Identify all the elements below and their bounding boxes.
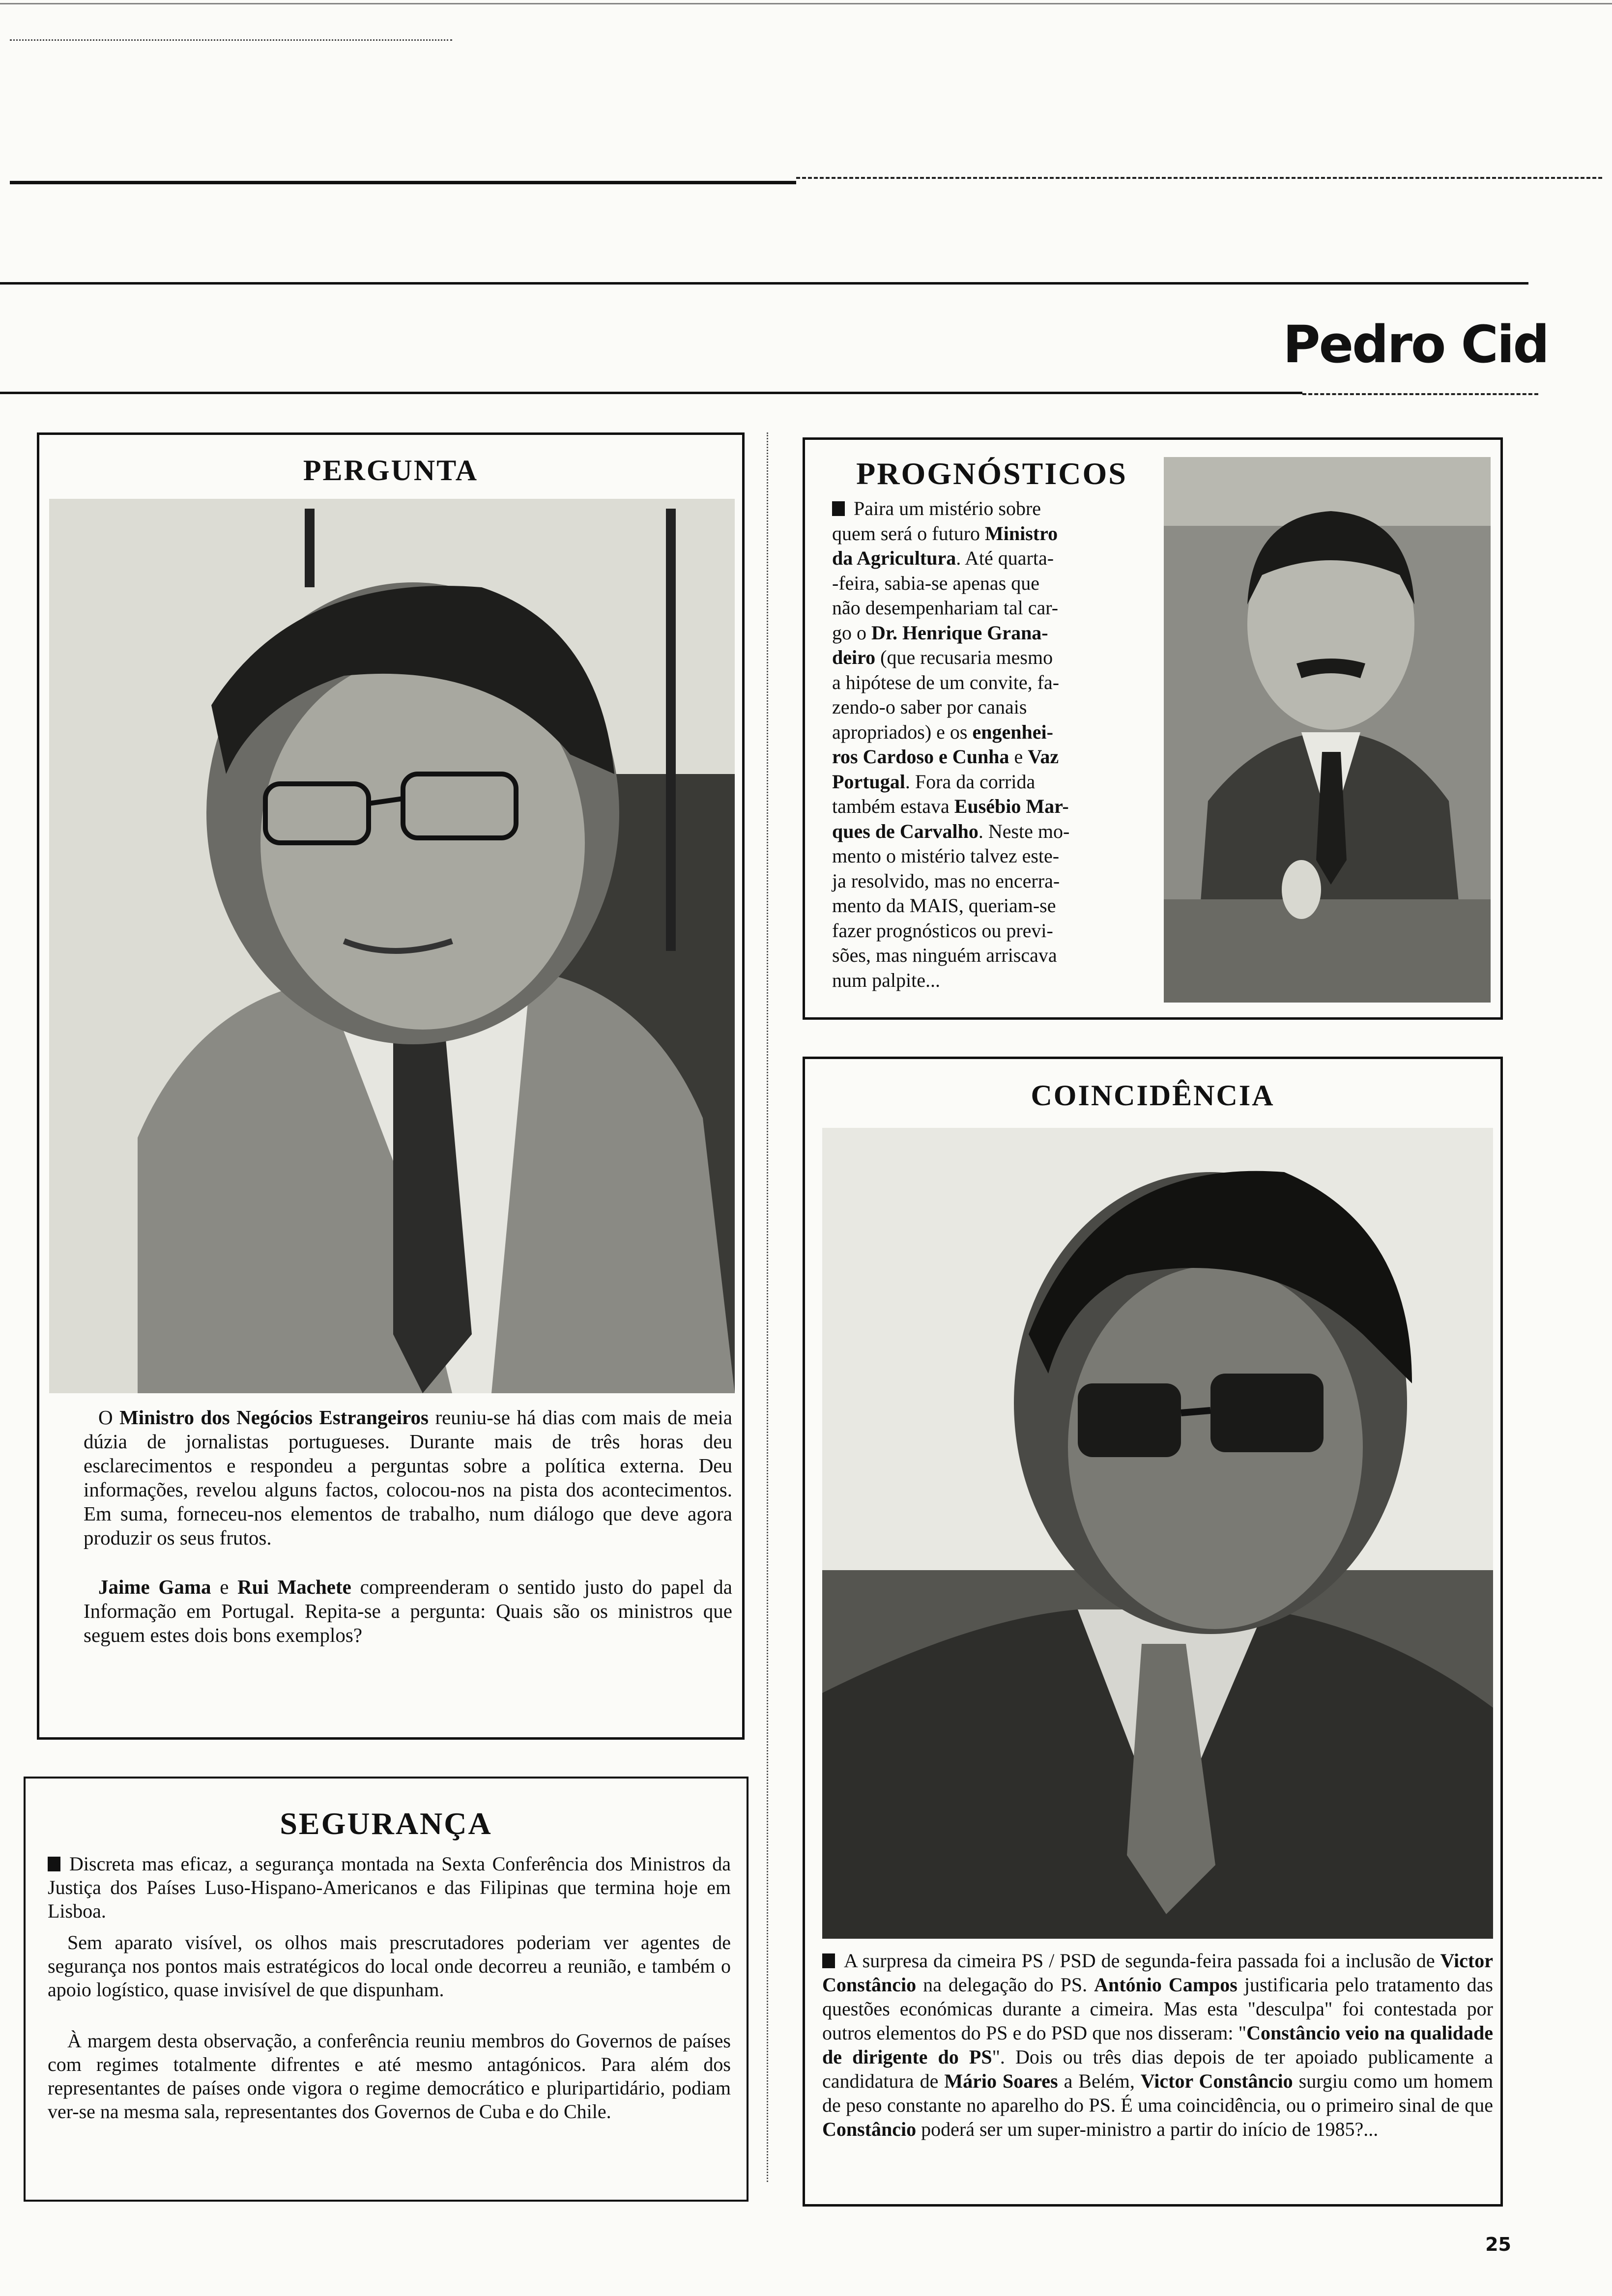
pergunta-para1-rest: reuniu-se há dias com mais de meia dúzia de jornalistas portugueses. Durante mais de três horas deu esclarecimentos e respondeu a perguntas sobre a política externa. Deu informações, revelou alguns factos, colocou-nos na pista dos acontecimentos. Em suma, forneceu-nos elementos de trabalho, num diálogo que deve agora produzir os seus frutos. <box>84 1406 733 1549</box>
header-dashed-rule <box>796 177 1602 179</box>
prognosticos-line <box>832 621 1176 646</box>
text-run: Paira um mistério sobre <box>854 497 1041 519</box>
portrait-man-glasses <box>49 499 735 1393</box>
pergunta-text-2 <box>84 1575 732 1647</box>
text-run: mento da <box>832 894 910 917</box>
coincidencia-photo <box>822 1128 1493 1939</box>
text-run: na delegação do PS. <box>916 1974 1094 1996</box>
text-run: fazer prognósticos ou previ- <box>832 919 1053 942</box>
text-run: e <box>1009 746 1028 768</box>
seguranca-para1-text: Discreta mas eficaz, a segurança montada na Sexta Conferência dos Ministros da Justiça dos Países Luso-Hispano-Americanos e das Filipinas que termina hoje em Lisboa. <box>48 1853 731 1922</box>
bold-run: Ministro <box>985 522 1058 545</box>
prognosticos-photo <box>1164 457 1491 1003</box>
pergunta-text <box>84 1406 732 1550</box>
bold-run: ros Cardoso e Cunha <box>832 746 1009 768</box>
prognosticos-line <box>832 521 1176 546</box>
prognosticos-line <box>832 695 1176 720</box>
text-run: . Até quarta- <box>956 547 1054 569</box>
bold-run: António Campos <box>1094 1974 1238 1996</box>
seguranca-para3: À margem desta observação, a conferência reuniu membros do Governos de países com regimes totalmente difrentes e até mesmo antagónicos. Para além dos representantes de países onde vigora o regime democrático e pluripartidário, podiam ver-se na mesma sala, representantes dos Governos de Cuba e do Chile. <box>48 2030 731 2123</box>
text-run: zendo-o saber por canais <box>832 696 1027 718</box>
bullet-square-icon <box>832 501 845 516</box>
prognosticos-line <box>832 596 1176 621</box>
bold-run: Eusébio Mar- <box>954 795 1069 817</box>
pergunta-para2-bold2: Rui Machete <box>237 1576 351 1598</box>
pergunta-title: PERGUNTA <box>303 454 479 487</box>
bold-run: Victor Constâncio <box>822 1950 1493 1996</box>
bold-run: Constâncio <box>822 2118 917 2140</box>
text-run: A surpresa da cimeira PS / PSD de segunda-feira passada foi a inclusão de <box>844 1950 1440 1972</box>
byline-bottom-dashed <box>1302 393 1538 395</box>
prognosticos-line <box>832 869 1176 894</box>
text-run: apropriados) e os <box>832 720 973 743</box>
text-run: . Fora da corrida <box>905 770 1036 793</box>
pergunta-para1-lead: O <box>98 1406 113 1429</box>
text-run: (que recusaria mesmo <box>875 646 1053 668</box>
prognosticos-line <box>832 943 1176 968</box>
bold-run: Constâncio veio na qualidade de dirigente do PS <box>822 2022 1493 2068</box>
seguranca-box <box>24 1777 748 2202</box>
seguranca-para2: Sem aparato visível, os olhos mais prescrutadores poderiam ver agentes de segurança nos pontos mais estratégicos do local onde decorreu a reunião, e também o apoio logístico, quase invisível de que dispunham. <box>48 1931 731 2001</box>
prognosticos-text <box>832 496 1176 993</box>
text-run: sões, mas ninguém arriscava <box>832 944 1057 966</box>
seguranca-para1 <box>48 1852 731 1923</box>
prognosticos-line <box>832 720 1176 745</box>
prognosticos-line <box>832 844 1176 869</box>
prognosticos-box <box>803 437 1503 1020</box>
pergunta-photo <box>49 499 735 1393</box>
prognosticos-line <box>832 819 1176 844</box>
bold-run: Victor Constâncio <box>1140 2070 1293 2092</box>
text-run: a Belém, <box>1058 2070 1141 2092</box>
byline-bottom-rule <box>0 392 1302 394</box>
text-run: também estava <box>832 795 954 817</box>
text-run: ". Dois ou três dias depois de ter apoiado publicamente a candidatura de <box>822 2046 1493 2092</box>
byline: Pedro Cid <box>1283 315 1548 374</box>
prognosticos-line <box>832 496 1176 521</box>
text-run: go o <box>832 621 871 644</box>
prognosticos-line <box>832 918 1176 944</box>
top-dotted-rule <box>10 39 452 41</box>
bold-run: Dr. Henrique Grana- <box>871 621 1048 644</box>
text-run: poderá ser um super-ministro a partir do início de 1985?... <box>916 2118 1379 2140</box>
portrait-man-dark-glasses <box>822 1128 1493 1939</box>
pergunta-para2-bold1: Jaime Gama <box>98 1576 211 1598</box>
bold-run: Portugal <box>832 770 905 793</box>
prognosticos-line <box>832 968 1176 993</box>
prognosticos-line <box>832 645 1176 670</box>
prognosticos-line <box>832 893 1176 918</box>
seguranca-title: SEGURANÇA <box>280 1806 492 1841</box>
header-thick-rule <box>10 181 796 184</box>
text-run: . Neste mo- <box>978 820 1070 842</box>
text-run: MAIS <box>909 894 959 917</box>
bold-run: Vaz <box>1028 746 1059 768</box>
bold-run: ques de Carvalho <box>832 820 979 842</box>
page-number: 25 <box>1485 2234 1511 2255</box>
coincidencia-text <box>822 1949 1493 2141</box>
bold-run: Mário Soares <box>944 2070 1058 2092</box>
prognosticos-line <box>832 745 1176 770</box>
byline-top-rule <box>0 282 1528 285</box>
bullet-square-icon <box>48 1857 60 1871</box>
bold-run: engenhei- <box>972 720 1053 743</box>
text-run: não desempenhariam tal car- <box>832 597 1059 619</box>
text-run: quem será o futuro <box>832 522 985 545</box>
coincidencia-title: COINCIDÊNCIA <box>1031 1079 1275 1112</box>
top-rule <box>0 3 1612 4</box>
text-run: justificaria pelo tratamento das questões económicas durante a cimeira. Mas esta "desculpa" foi contestada por outros elementos do PS e do PSD que nos disseram: " <box>822 1974 1493 2044</box>
bold-run: deiro <box>832 646 876 668</box>
prognosticos-line <box>832 546 1176 571</box>
pergunta-box <box>37 432 745 1740</box>
pergunta-para2-and: e <box>220 1576 229 1598</box>
text-run: -feira, sabia-se apenas que <box>832 572 1039 594</box>
prognosticos-line <box>832 571 1176 596</box>
text-run: a hipótese de um convite, fa- <box>832 671 1060 693</box>
prognosticos-line <box>832 670 1176 695</box>
text-run: surgiu como um homem de peso constante no aparelho do PS. É uma coincidência, ou o primeiro sinal de que <box>822 2070 1493 2116</box>
text-run: mento o mistério talvez este- <box>832 845 1060 867</box>
prognosticos-line <box>832 794 1176 819</box>
column-divider <box>767 432 768 2182</box>
text-run: ja resolvido, mas no encerra- <box>832 869 1060 892</box>
bold-run: da Agricultura <box>832 547 956 569</box>
bullet-square-icon <box>822 1953 835 1968</box>
text-run: , queriam-se <box>958 894 1056 917</box>
text-run: num palpite... <box>832 969 940 991</box>
prognosticos-line <box>832 770 1176 795</box>
portrait-man-moustache <box>1164 457 1491 1003</box>
pergunta-para1-bold: Ministro dos Negócios Estrangeiros <box>119 1406 429 1429</box>
prognosticos-title: PROGNÓSTICOS <box>856 456 1127 491</box>
coincidencia-box <box>803 1057 1503 2207</box>
pergunta-para2-rest: compreenderam o sentido justo do papel da Informação em Portugal. Repita-se a pergunta: Quais são os ministros que seguem estes dois bons exemplos? <box>84 1576 732 1646</box>
